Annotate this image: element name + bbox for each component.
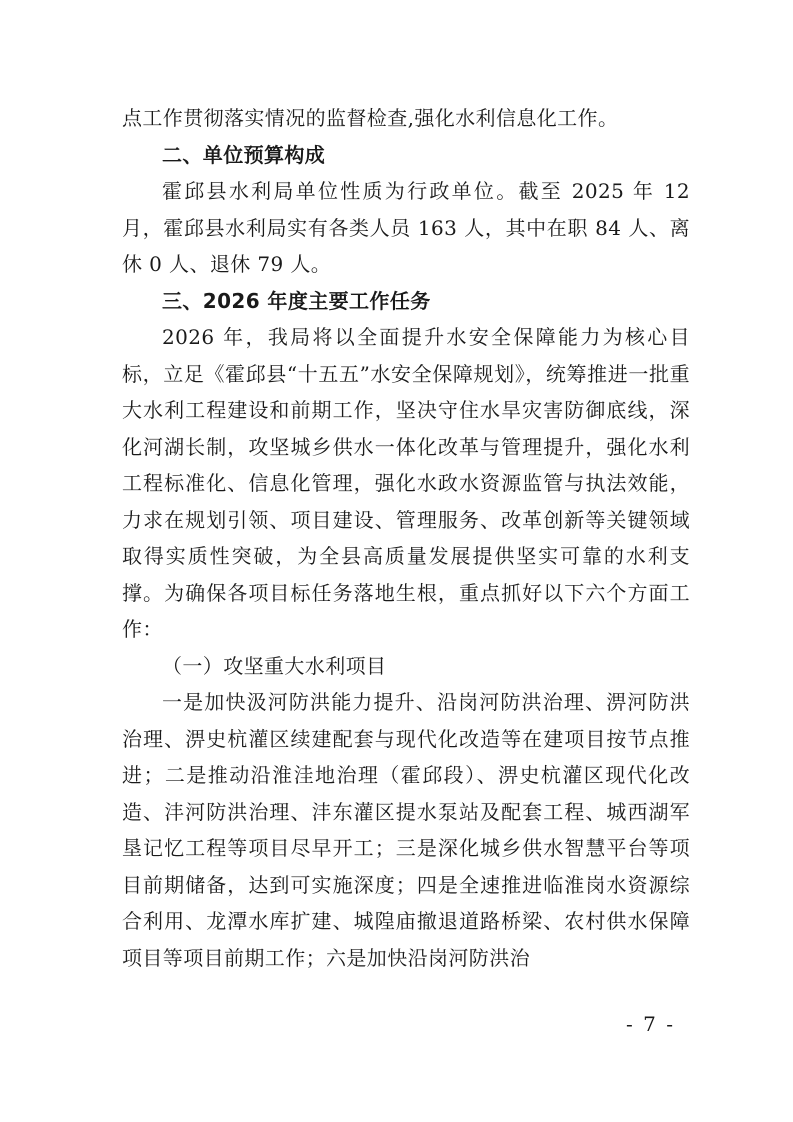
document-body (122, 100, 690, 976)
body-paragraph-project-list: 一是加快汲河防洪能力提升、沿岗河防洪治理、淠河防洪治理、淠史杭灌区续建配套与现代化改造等在建项目按节点推进；二是推动沿淮洼地治理（霍邱段）、淠史杭灌区现代化改造、沣河防洪治理、沣东灌区提水泵站及配套工程、城西湖军垦记忆工程等项目尽早开工；三是深化城乡供水智慧平台等项目前期储备，达到可实施深度；四是全速推进临淮岗水资源综合利用、龙潭水库扩建、城隍庙撤退道路桥梁、农村供水保障项目等项目前期工作；六是加快沿岗河防洪治 (122, 690, 690, 970)
page-number: - 7 - (626, 1012, 675, 1036)
section-heading-main-tasks: 三、2026 年度主要工作任务 (162, 288, 431, 313)
continuation-paragraph: 点工作贯彻落实情况的监督检查,强化水利信息化工作。 (122, 106, 619, 130)
body-paragraph-work-goals: 2026 年，我局将以全面提升水安全保障能力为核心目标，立足《霍邱县“十五五”水安全保障规划》，统筹推进一批重大水利工程建设和前期工作，坚决守住水旱灾害防御底线，深化河湖长制，攻坚城乡供水一体化改革与管理提升，强化水利工程标准化、信息化管理，强化水政水资源监管与执法效能，力求在规划引领、项目建设、管理服务、改革创新等关键领域取得实质性突破，为全县高质量发展提供坚实可靠的水利支撑。为确保各项目标任务落地生根，重点抓好以下六个方面工作： (122, 325, 690, 641)
body-paragraph-unit-info: 霍邱县水利局单位性质为行政单位。截至 2025 年 12 月，霍邱县水利局实有各类人员 163 人，其中在职 84 人、离休 0 人、退休 79 人。 (122, 179, 690, 276)
section-heading-budget-composition: 二、单位预算构成 (162, 142, 326, 167)
subsection-heading-major-projects: （一）攻坚重大水利项目 (162, 653, 387, 678)
